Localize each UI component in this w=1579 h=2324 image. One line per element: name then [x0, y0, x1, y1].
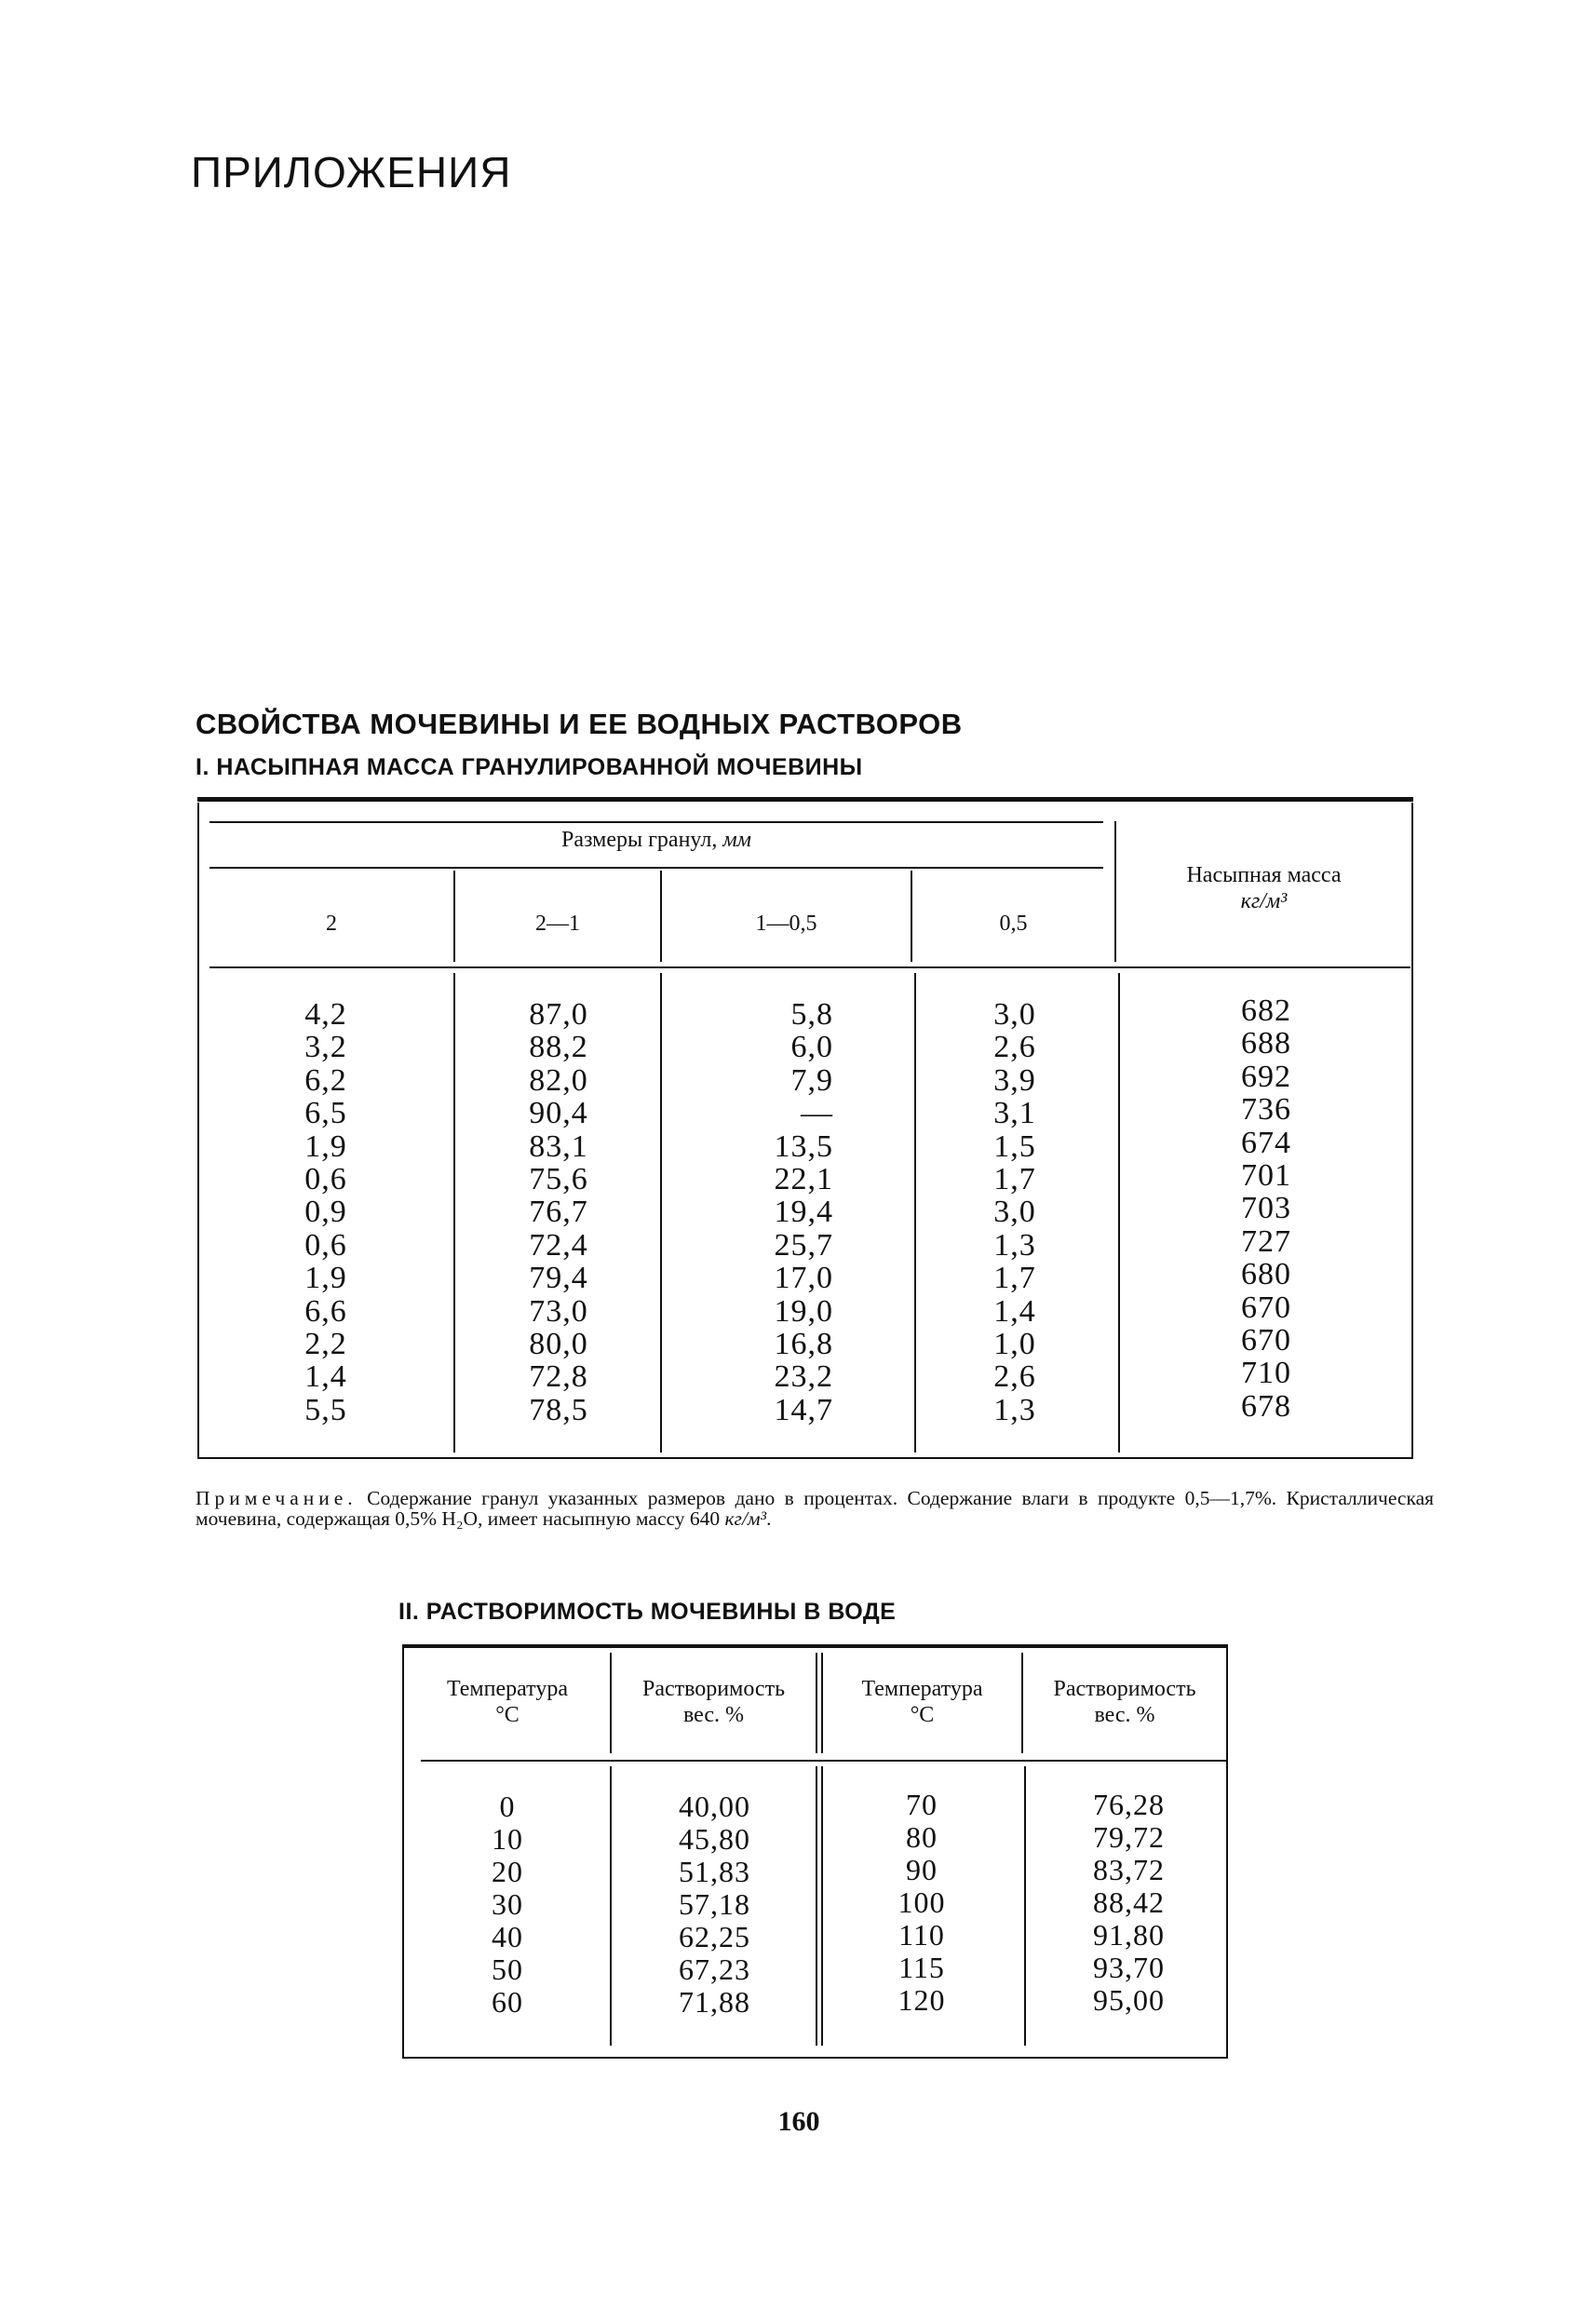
table-cell: 0,9: [304, 1195, 347, 1230]
table-cell: 688: [1241, 1026, 1291, 1061]
table-cell: 6,6: [304, 1293, 347, 1329]
table-cell: 83,1: [529, 1128, 588, 1164]
table-cell: 1,3: [993, 1392, 1036, 1427]
table-cell: 1,0: [993, 1326, 1036, 1361]
table2-column-solubility-1: [656, 1790, 773, 2019]
table1-group-top-line: [209, 821, 1103, 823]
table-cell: 70: [906, 1788, 938, 1821]
table2-column-temperature-1: [461, 1790, 554, 2019]
table-cell: 19,4: [774, 1195, 833, 1230]
table-cell: 83,72: [1093, 1853, 1165, 1886]
table1-column-bulk-mass: [1220, 994, 1313, 1423]
table1-column-0-5: [968, 998, 1061, 1426]
table-cell: 5,8: [790, 997, 833, 1032]
table-cell: 16,8: [774, 1326, 833, 1361]
col-header-2-1: 2—1: [535, 912, 580, 936]
table-cell: 90: [906, 1853, 938, 1886]
table-cell: 710: [1241, 1356, 1291, 1391]
table-cell: 87,0: [529, 997, 588, 1032]
table-cell: 79,4: [529, 1261, 588, 1296]
table1-group-under-line: [209, 867, 1103, 869]
table-cell: 736: [1241, 1092, 1291, 1128]
table-cell: 703: [1241, 1191, 1291, 1226]
table1-body-sep-2: [660, 973, 662, 1452]
table-cell: 1,9: [304, 1128, 347, 1164]
table2-column-temperature-2: [875, 1789, 968, 2017]
table2-bottom-line: [402, 2057, 1228, 2059]
bulk-mass-header-unit: кг/м³: [1240, 889, 1288, 913]
table1-left-border: [197, 803, 199, 1459]
table1-column-2: [279, 998, 372, 1426]
table-cell: 670: [1241, 1322, 1291, 1358]
table-cell: 3,1: [993, 1096, 1036, 1131]
table-cell: 20: [492, 1855, 523, 1888]
table-cell: 71,88: [679, 1985, 750, 2019]
table-cell: 0,6: [304, 1227, 347, 1263]
main-heading: СВОЙСТВА МОЧЕВИНЫ И ЕЕ ВОДНЫХ РАСТВОРОВ: [196, 708, 963, 740]
table-cell: 67,23: [679, 1952, 750, 1986]
table-cell: —: [801, 1096, 833, 1131]
table1-heading: I. НАСЫПНАЯ МАССА ГРАНУЛИРОВАННОЙ МОЧЕВИНЫ: [196, 754, 863, 780]
table-cell: 93,70: [1093, 1951, 1165, 1984]
table2-left-border: [402, 1648, 404, 2058]
table-cell: 82,0: [529, 1062, 588, 1098]
note-text: Содержание гранул указанных размеров дано в процентах. Содержание влаги в продукте 0,5—1,7%. Кристаллическая мочевина, содержащая 0,5% H₂O, имеет насыпную массу 640: [196, 1487, 1435, 1530]
table2-right-border: [1226, 1648, 1228, 2058]
table-cell: 0,6: [304, 1161, 347, 1196]
page-number: 160: [777, 2106, 820, 2137]
note-unit: кг/м³: [724, 1507, 767, 1530]
col-header-1-0-5: 1—0,5: [755, 912, 817, 936]
table-cell: 80,0: [529, 1326, 588, 1361]
table-cell: 62,25: [679, 1920, 750, 1953]
table2-body-sep-2a: [816, 1766, 817, 2046]
table-cell: 680: [1241, 1257, 1291, 1292]
table-cell: 120: [897, 1983, 946, 2017]
table-cell: 88,2: [529, 1030, 588, 1065]
table-cell: 3,9: [993, 1062, 1036, 1098]
table-cell: 40: [492, 1920, 523, 1953]
table-cell: 76,7: [529, 1195, 588, 1230]
table-cell: 7,9: [790, 1062, 833, 1098]
table-cell: 73,0: [529, 1293, 588, 1329]
table-cell: 72,4: [529, 1227, 588, 1263]
temperature-header-2: Температура °C: [861, 1677, 983, 1727]
temperature-header-1: Температура °C: [447, 1677, 568, 1727]
table-cell: 2,6: [993, 1359, 1036, 1395]
table-cell: 95,00: [1093, 1983, 1165, 2017]
table1-bottom-line: [197, 1457, 1413, 1459]
table-cell: 1,4: [993, 1293, 1036, 1329]
table-cell: 6,2: [304, 1062, 347, 1098]
table1-top-rule: [197, 797, 1413, 802]
table-cell: 1,4: [304, 1359, 347, 1395]
table-cell: 692: [1241, 1059, 1291, 1094]
table-cell: 3,0: [993, 1195, 1036, 1230]
table-cell: 3,2: [304, 1030, 347, 1065]
table1-body-sep-3: [914, 973, 916, 1452]
table-cell: 25,7: [774, 1227, 833, 1263]
table-cell: 3,0: [993, 997, 1036, 1032]
table-cell: 19,0: [774, 1293, 833, 1329]
table-cell: 1,9: [304, 1261, 347, 1296]
table-cell: 76,28: [1093, 1788, 1165, 1821]
table-cell: 88,42: [1093, 1885, 1165, 1919]
table-cell: 51,83: [679, 1855, 750, 1888]
table-cell: 1,7: [993, 1161, 1036, 1196]
table-cell: 14,7: [774, 1392, 833, 1427]
table-cell: 30: [492, 1887, 523, 1921]
table2-header-bottom-line: [421, 1760, 1226, 1762]
table-cell: 670: [1241, 1290, 1291, 1325]
table-cell: 6,0: [790, 1030, 833, 1065]
table-cell: 678: [1241, 1388, 1291, 1424]
table-cell: 50: [492, 1952, 523, 1986]
table2-body-sep-3: [1024, 1766, 1026, 2046]
table-cell: 90,4: [529, 1096, 588, 1131]
table-cell: 17,0: [774, 1261, 833, 1296]
table-cell: 40,00: [679, 1790, 750, 1823]
table2-body-sep-2b: [821, 1766, 823, 2046]
table1-right-border: [1411, 803, 1413, 1459]
table-cell: 57,18: [679, 1887, 750, 1921]
table-cell: 79,72: [1093, 1820, 1165, 1854]
table2-header-sep-2a: [816, 1653, 817, 1753]
table2-body-sep-1: [610, 1766, 612, 2046]
table2-column-solubility-2: [1071, 1789, 1187, 2017]
table-cell: 78,5: [529, 1392, 588, 1427]
table2-top-rule: [402, 1644, 1228, 1648]
col-header-0-5: 0,5: [999, 912, 1028, 936]
table2-heading: II. РАСТВОРИМОСТЬ МОЧЕВИНЫ В ВОДЕ: [398, 1599, 897, 1625]
table-cell: 2,2: [304, 1326, 347, 1361]
table-cell: 13,5: [774, 1128, 833, 1164]
table1-body-sep-1: [453, 973, 455, 1452]
table-cell: 80: [906, 1820, 938, 1854]
col-header-2: 2: [326, 912, 337, 936]
table1-note: Примечание. Содержание гранул указанных размеров дано в процентах. Содержание влаги в продукте 0,5—1,7%. Кристаллическая мочевина, содержащая 0,5% H₂O, имеет насыпную массу 640 кг/м³.: [196, 1487, 1435, 1530]
bulk-mass-header: [1116, 862, 1411, 914]
table-cell: 75,6: [529, 1161, 588, 1196]
table-cell: 115: [898, 1951, 945, 1984]
table-cell: 0: [499, 1790, 516, 1823]
table-cell: 10: [492, 1822, 523, 1856]
table-cell: 100: [897, 1885, 946, 1919]
table-cell: 22,1: [774, 1161, 833, 1196]
table-cell: 727: [1241, 1223, 1291, 1259]
table-cell: 72,8: [529, 1359, 588, 1395]
table-cell: 23,2: [774, 1359, 833, 1395]
table1-column-1-0-5: [717, 998, 833, 1426]
granule-size-group-header: Размеры гранул, мм: [560, 828, 751, 852]
table-cell: 45,80: [679, 1822, 750, 1856]
table-cell: 110: [898, 1918, 945, 1952]
table-cell: 1,5: [993, 1128, 1036, 1164]
table-cell: 91,80: [1093, 1918, 1165, 1952]
table-cell: 5,5: [304, 1392, 347, 1427]
table-cell: 674: [1241, 1125, 1291, 1160]
note-label: Примечание.: [196, 1487, 358, 1509]
table-cell: 682: [1241, 993, 1291, 1028]
table-cell: 6,5: [304, 1096, 347, 1131]
table-cell: 4,2: [304, 997, 347, 1032]
table1-header-bottom-line: [209, 966, 1410, 968]
table-cell: 701: [1241, 1157, 1291, 1193]
table1-column-2-1: [507, 998, 610, 1426]
section-title: ПРИЛОЖЕНИЯ: [191, 148, 512, 196]
table-cell: 60: [492, 1985, 523, 2019]
table-cell: 1,3: [993, 1227, 1036, 1263]
table-cell: 2,6: [993, 1030, 1036, 1065]
table1-body-sep-4: [1118, 973, 1120, 1452]
table-cell: 1,7: [993, 1261, 1036, 1296]
solubility-header-2: Растворимость вес. %: [1053, 1677, 1196, 1727]
bulk-mass-header-text: Насыпная масса: [1186, 863, 1342, 887]
solubility-header-1: Растворимость вес. %: [641, 1677, 786, 1727]
